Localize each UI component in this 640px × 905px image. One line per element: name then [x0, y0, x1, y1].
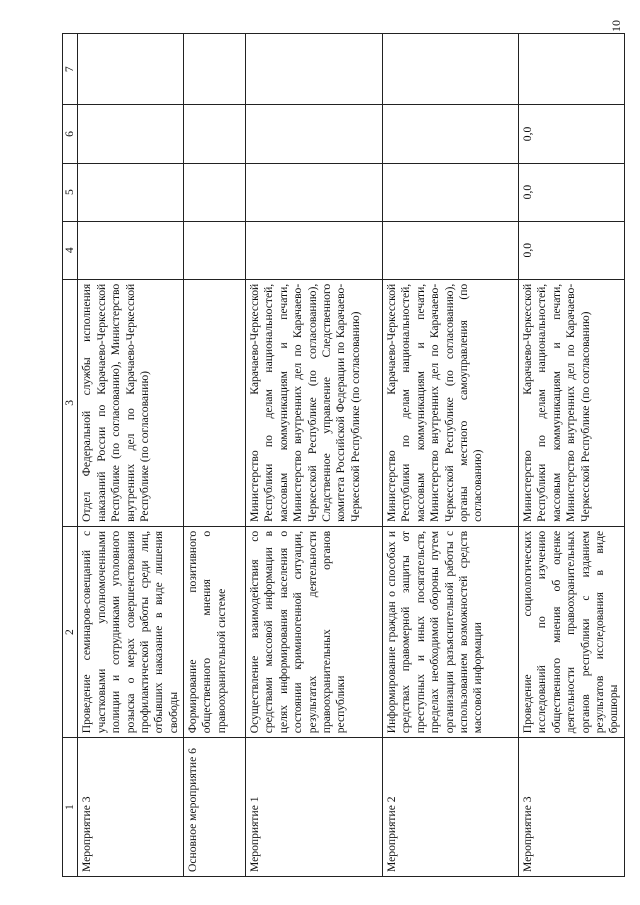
- value-cell: [383, 34, 519, 105]
- column-header: 3: [63, 279, 78, 526]
- event-id-cell: Мероприятие 2: [383, 738, 519, 877]
- event-id-cell: Мероприятие 3: [78, 738, 184, 877]
- value-cell: 0,0: [519, 221, 625, 279]
- value-cell: [383, 163, 519, 221]
- table-row: [246, 34, 383, 877]
- executor-cell: Министерство Карачаево-Черкесской Республики по делам национальностей, массовым коммуникациям и печати, Министерство внутренних дел по Карачаево-Черкесской Республике (по согласованию), органы местного самоуправления (по согласованию): [383, 279, 519, 526]
- value-cell: [78, 163, 184, 221]
- table-row: [519, 34, 625, 877]
- column-header: 6: [63, 105, 78, 163]
- value-cell: [184, 34, 246, 105]
- value-cell: [246, 34, 383, 105]
- value-cell: [383, 221, 519, 279]
- table-row: [78, 34, 184, 877]
- value-cell: 0,0: [519, 163, 625, 221]
- value-cell: [78, 105, 184, 163]
- table-row: [184, 34, 246, 877]
- column-header: 2: [63, 526, 78, 737]
- value-cell: [78, 221, 184, 279]
- executor-cell: [184, 279, 246, 526]
- program-table-rotated: [62, 33, 621, 877]
- value-cell: [383, 105, 519, 163]
- value-cell: [246, 163, 383, 221]
- event-description-cell: Осуществление взаимодействия со средствами массовой информации в целях информирования населения о состоянии криминогенной ситуации, результатах деятельности правоохранительных органов республики: [246, 526, 383, 737]
- event-description-cell: Информирование граждан о способах и средствах правомерной защиты от преступных и иных посягательств, пределах необходимой обороны путем организации разъяснительной работы с использованием возможностей средств массовой информации: [383, 526, 519, 737]
- value-cell: [184, 105, 246, 163]
- column-header: 5: [63, 163, 78, 221]
- value-cell: [184, 163, 246, 221]
- event-description-cell: Формирование позитивного общественного мнения о правоохранительной системе: [184, 526, 246, 737]
- event-id-cell: Мероприятие 1: [246, 738, 383, 877]
- executor-cell: Министерство Карачаево-Черкесской Республики по делам национальностей, массовым коммуникациям и печати, Министерство внутренних дел по Карачаево-Черкесской Республике (по согласованию): [519, 279, 625, 526]
- table-row: [383, 34, 519, 877]
- executor-cell: Министерство Карачаево-Черкесской Республики по делам национальностей, массовым коммуникациям и печати, Министерство внутренних дел по Карачаево-Черкесской Республике (по согласованию), Следственное управление Следственного комитета Российской Федерации по Карачаево-Черкесской Республике (по согласованию): [246, 279, 383, 526]
- event-description-cell: Проведение семинаров-совещаний с участковыми уполномоченными полиции и сотрудниками уголовного розыска о мерах совершенствования профилактической работы среди лиц, отбывших наказание в виде лишения свободы: [78, 526, 184, 737]
- event-description-cell: Проведение социологических исследований по изучению общественного мнения об оценке деятельности правоохранительных органов республики с изданием результатов исследования в виде брошюры: [519, 526, 625, 737]
- value-cell: [519, 34, 625, 105]
- value-cell: [78, 34, 184, 105]
- header-row: [63, 34, 78, 877]
- program-table: [62, 33, 625, 877]
- executor-cell: Отдел Федеральной службы исполнения наказаний России по Карачаево-Черкесской Республике (по согласованию), Министерство внутренних дел по Карачаево-Черкесской Республике (по согласованию): [78, 279, 184, 526]
- value-cell: [246, 221, 383, 279]
- event-id-cell: Основное мероприятие 6: [184, 738, 246, 877]
- column-header: 1: [63, 738, 78, 877]
- page-number: 10: [609, 20, 623, 32]
- column-header: 4: [63, 221, 78, 279]
- value-cell: 0,0: [519, 105, 625, 163]
- value-cell: [184, 221, 246, 279]
- value-cell: [246, 105, 383, 163]
- event-id-cell: Мероприятие 3: [519, 738, 625, 877]
- column-header: 7: [63, 34, 78, 105]
